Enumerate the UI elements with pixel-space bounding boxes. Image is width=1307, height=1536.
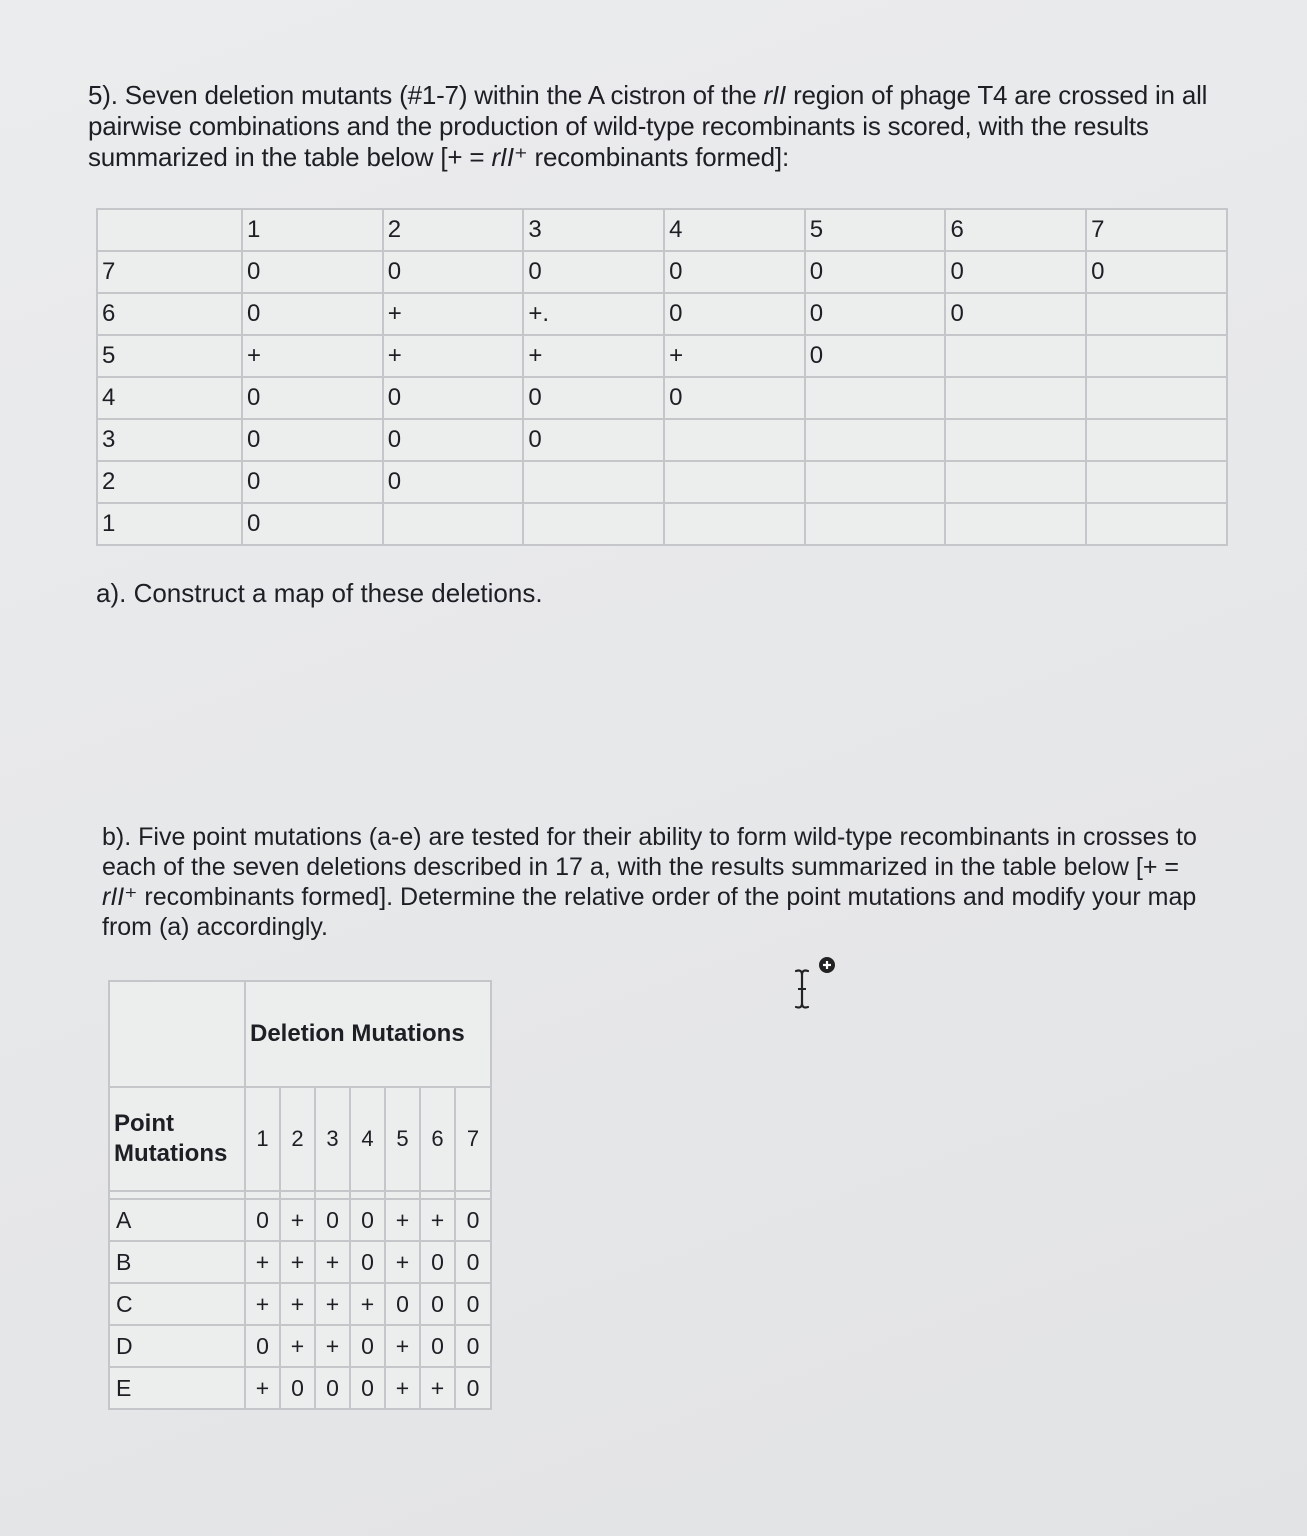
table-cell: 0 — [242, 251, 383, 293]
table-cell: 0 — [455, 1367, 491, 1409]
question-end: recombinants formed]: — [527, 142, 789, 172]
part-b-end: recombinants formed]. Determine the relative order of the point mutations and modify your map from (a) accordingly. — [102, 883, 1197, 941]
header-cell: 4 — [664, 209, 805, 251]
table-cell: + — [242, 335, 383, 377]
table-cell: 0 — [383, 251, 524, 293]
table-row — [97, 503, 1227, 545]
column-header: 2 — [280, 1087, 315, 1191]
table-cell: + — [315, 1283, 350, 1325]
table-cell: 0 — [805, 335, 946, 377]
question-mid: region of phage T4 are crossed in all pairwise combinations and the production of wild-type recombinants is scored, with the results summarized in the table below [+ = — [88, 80, 1208, 172]
table-cell: + — [280, 1199, 315, 1241]
table-cell: + — [245, 1283, 280, 1325]
table-cell — [664, 419, 805, 461]
row-label: C — [109, 1283, 245, 1325]
table-header-row — [109, 1087, 491, 1191]
table-cell: 0 — [523, 419, 664, 461]
table-header-row — [109, 981, 491, 1087]
table-cell — [1086, 461, 1227, 503]
deletion-mutations-header: Deletion Mutations — [245, 981, 491, 1087]
table-cell: + — [245, 1367, 280, 1409]
header-cell: 2 — [383, 209, 524, 251]
table-cell — [945, 419, 1086, 461]
table-cell: 0 — [350, 1367, 385, 1409]
table-row — [109, 1241, 491, 1283]
table-cell: 0 — [664, 377, 805, 419]
table-cell: 0 — [523, 251, 664, 293]
header-cell — [97, 209, 242, 251]
table-cell: 0 — [242, 503, 383, 545]
table-cell — [945, 503, 1086, 545]
point-mutations-header: Point Mutations — [109, 1087, 245, 1191]
row-label: D — [109, 1325, 245, 1367]
table-cell: 0 — [280, 1367, 315, 1409]
table-cell: 0 — [455, 1283, 491, 1325]
column-header: 3 — [315, 1087, 350, 1191]
table-row — [97, 419, 1227, 461]
table-cell: 0 — [523, 377, 664, 419]
table-cell: 0 — [245, 1325, 280, 1367]
table-cell — [664, 503, 805, 545]
table-row — [109, 1367, 491, 1409]
point-mutation-table — [108, 980, 492, 1410]
header-cell: 6 — [945, 209, 1086, 251]
table-cell: 0 — [945, 293, 1086, 335]
header-cell: 5 — [805, 209, 946, 251]
table-cell — [1086, 293, 1227, 335]
table-header-row — [97, 209, 1227, 251]
row-label: A — [109, 1199, 245, 1241]
table-cell: 0 — [350, 1325, 385, 1367]
table-cell — [523, 503, 664, 545]
table-cell: 0 — [945, 251, 1086, 293]
table-cell: 0 — [242, 293, 383, 335]
table-cell: 0 — [315, 1199, 350, 1241]
rii-plus-term: rII⁺ — [491, 142, 528, 172]
rii-term: rII — [763, 80, 787, 110]
table-cell: + — [350, 1283, 385, 1325]
table-cell: 7 — [97, 251, 242, 293]
table-cell: 4 — [97, 377, 242, 419]
part-b-lead: b). Five point mutations (a-e) are tested for their ability to form wild-type recombinants in crosses to each of the seven deletions described in 17 a, with the results summarized in the table below [+ = — [102, 823, 1197, 881]
table-cell: 0 — [664, 251, 805, 293]
part-a-prompt: a). Construct a map of these deletions. — [96, 578, 543, 608]
table-cell: 0 — [455, 1325, 491, 1367]
table-cell: + — [315, 1325, 350, 1367]
table-cell — [945, 335, 1086, 377]
row-label: E — [109, 1367, 245, 1409]
table-cell: 0 — [242, 419, 383, 461]
table-cell — [1086, 503, 1227, 545]
table-cell — [1086, 335, 1227, 377]
table-cell: 1 — [97, 503, 242, 545]
table-row — [97, 293, 1227, 335]
pairwise-cross-table — [96, 208, 1228, 546]
table-row — [97, 335, 1227, 377]
table-cell: + — [385, 1325, 420, 1367]
table-cell: + — [420, 1367, 455, 1409]
table-cell: + — [664, 335, 805, 377]
column-header: 5 — [385, 1087, 420, 1191]
table-row — [97, 461, 1227, 503]
table-cell: 3 — [97, 419, 242, 461]
table-cell: 0 — [420, 1283, 455, 1325]
column-header: 7 — [455, 1087, 491, 1191]
table-row — [109, 1199, 491, 1241]
header-cell: 7 — [1086, 209, 1227, 251]
table-cell — [805, 419, 946, 461]
table-cell — [945, 377, 1086, 419]
table-cell — [1086, 419, 1227, 461]
table-cell: 0 — [1086, 251, 1227, 293]
table-cell: + — [385, 1241, 420, 1283]
table-cell: 6 — [97, 293, 242, 335]
table-row — [97, 251, 1227, 293]
header-cell: 1 — [242, 209, 383, 251]
question-text — [88, 80, 1218, 173]
table-cell: 0 — [383, 377, 524, 419]
table-cell: 0 — [664, 293, 805, 335]
part-b-prompt — [102, 822, 1212, 942]
corner-cell — [109, 981, 245, 1087]
table-cell — [664, 461, 805, 503]
table-cell: 0 — [350, 1241, 385, 1283]
table-cell: 0 — [315, 1367, 350, 1409]
table-cell: + — [315, 1241, 350, 1283]
row-label: B — [109, 1241, 245, 1283]
table-cell: + — [383, 293, 524, 335]
table-cell: 0 — [455, 1199, 491, 1241]
table-cell — [383, 503, 524, 545]
table-cell: 0 — [385, 1283, 420, 1325]
table-cell: 0 — [242, 461, 383, 503]
text-cursor-add-icon — [790, 955, 840, 1015]
table-cell: + — [523, 335, 664, 377]
table-cell: 0 — [420, 1325, 455, 1367]
table-cell: 2 — [97, 461, 242, 503]
table-cell — [805, 503, 946, 545]
table-cell: + — [385, 1367, 420, 1409]
table-cell: 0 — [242, 377, 383, 419]
table-cell: 0 — [383, 419, 524, 461]
table-cell — [805, 377, 946, 419]
table-cell: + — [245, 1241, 280, 1283]
table-cell: + — [420, 1199, 455, 1241]
table-cell: 5 — [97, 335, 242, 377]
table-cell: +. — [523, 293, 664, 335]
table-row — [109, 1325, 491, 1367]
header-cell: 3 — [523, 209, 664, 251]
column-header: 4 — [350, 1087, 385, 1191]
table-cell: 0 — [420, 1241, 455, 1283]
table-row — [97, 377, 1227, 419]
spacer-row — [109, 1191, 491, 1199]
table-cell: + — [383, 335, 524, 377]
table-cell: + — [280, 1325, 315, 1367]
table-cell: 0 — [350, 1199, 385, 1241]
column-header: 1 — [245, 1087, 280, 1191]
table-cell: 0 — [383, 461, 524, 503]
table-cell: 0 — [805, 251, 946, 293]
table-cell — [523, 461, 664, 503]
column-header: 6 — [420, 1087, 455, 1191]
table-cell: 0 — [455, 1241, 491, 1283]
table-row — [109, 1283, 491, 1325]
question-lead: 5). Seven deletion mutants (#1-7) within the A cistron of the — [88, 80, 764, 110]
table-cell — [805, 461, 946, 503]
table-cell: + — [280, 1241, 315, 1283]
table-cell: 0 — [805, 293, 946, 335]
rii-plus-term: rII⁺ — [102, 883, 138, 911]
table-cell — [1086, 377, 1227, 419]
table-cell: 0 — [245, 1199, 280, 1241]
table-cell: + — [385, 1199, 420, 1241]
table-cell: + — [280, 1283, 315, 1325]
table-cell — [945, 461, 1086, 503]
